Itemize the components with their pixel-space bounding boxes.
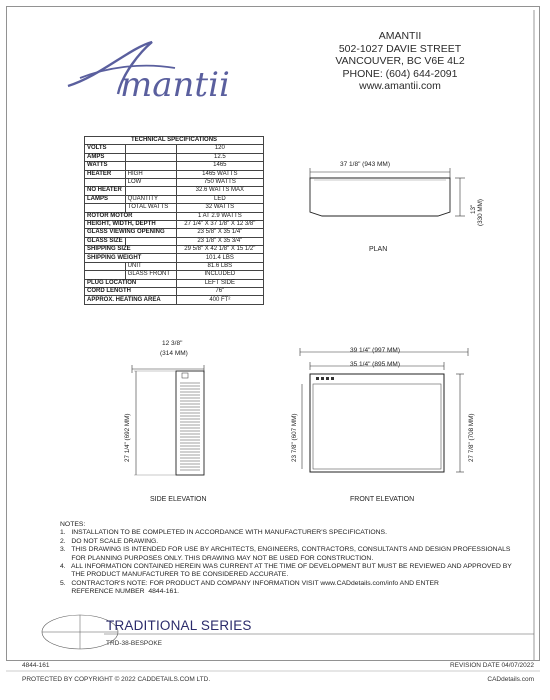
spec-row <box>85 195 264 203</box>
spec-value: 76" <box>176 288 263 296</box>
spec-value: 1465 WATTS <box>176 170 263 178</box>
plan-depth-label: 13" <box>470 204 477 214</box>
front-elevation-caption: FRONT ELEVATION <box>350 496 415 503</box>
spec-row <box>85 237 264 245</box>
spec-value: 27 1/4" X 37 1/8" X 12 3/8" <box>176 220 263 228</box>
spec-sublabel: TOTAL WATTS <box>125 204 176 212</box>
spec-value: 23 5/8" X 35 1/4" <box>176 229 263 237</box>
spec-row <box>85 229 264 237</box>
plan-width-label: 37 1/8" (943 MM) <box>340 161 390 168</box>
spec-value: 29 5/8" X 42 1/8" X 15 1/2" <box>176 246 263 254</box>
note-line: REFERENCE NUMBER 4844-161. <box>60 588 179 596</box>
spec-row <box>85 153 264 161</box>
spec-sublabel <box>125 162 176 170</box>
svg-text:mantii: mantii <box>120 65 230 105</box>
revision-date: REVISION DATE 04/07/2022 <box>449 662 534 669</box>
side-elevation-caption: SIDE ELEVATION <box>150 496 207 503</box>
footer-rule <box>6 670 540 672</box>
front-glass-height-label: 23 7/8" (607 MM) <box>291 413 298 462</box>
spec-row <box>85 288 264 296</box>
company-info <box>300 30 500 93</box>
front-overall-width-label: 39 1/4" (997 MM) <box>350 347 400 354</box>
spec-value: 1 AT 2.9 WATTS <box>176 212 263 220</box>
spec-label <box>85 204 126 212</box>
spec-label: AMPS <box>85 153 126 161</box>
spec-value: 12.5 <box>176 153 263 161</box>
spec-label: HEATER <box>85 170 126 178</box>
plan-depth-mm-label: (330 MM) <box>477 199 484 226</box>
spec-value: 81.6 LBS <box>176 262 263 270</box>
spec-row <box>85 296 264 304</box>
logo-graphic <box>60 38 270 108</box>
spec-label: CORD LENGTH <box>85 288 177 296</box>
note-line: 4. ALL INFORMATION CONTAINED HEREIN WAS CURRENT AT THE TIME OF DEVELOPMENT BUT MUST BE REVIEWED AND APPROVED BY <box>60 563 512 571</box>
company-name: AMANTII <box>378 30 422 42</box>
spec-row <box>85 204 264 212</box>
spec-sublabel: QUANTITY <box>125 195 176 203</box>
front-glass-width-label: 35 1/4" (895 MM) <box>350 361 400 368</box>
plan-caption: PLAN <box>369 246 388 253</box>
spec-label: GLASS VIEWING OPENING <box>85 229 177 237</box>
specs-title: TECHNICAL SPECIFICATIONS <box>85 137 264 145</box>
model-number: TRD-38-BESPOKE <box>106 640 162 647</box>
specs-header-row <box>85 137 264 145</box>
spec-label: APPROX. HEATING AREA <box>85 296 177 304</box>
spec-sublabel <box>125 237 176 245</box>
reference-number: 4844-161 <box>22 662 50 669</box>
spec-label: GLASS SIZE <box>85 237 126 245</box>
side-elevation-view <box>120 355 220 485</box>
caddetails-link[interactable]: CADdetails.com <box>487 676 534 683</box>
spec-sublabel <box>125 145 176 153</box>
spec-row <box>85 212 264 220</box>
company-address-1: 502-1027 DAVIE STREET <box>338 42 462 55</box>
note-line: 3. THIS DRAWING IS INTENDED FOR USE BY ARCHITECTS, ENGINEERS, CONTRACTORS, CONSULTANTS AND DESIGN PROFESSIONALS <box>60 546 511 554</box>
spec-label: LAMPS <box>85 195 126 203</box>
company-website[interactable]: www.amantii.com <box>359 80 441 93</box>
spec-label: ROTOR MOTOR <box>85 212 177 220</box>
series-title: TRADITIONAL SERIES <box>106 618 252 633</box>
side-body <box>176 371 204 475</box>
spec-sublabel: GLASS FRONT <box>125 271 176 279</box>
spec-row <box>85 178 264 186</box>
spec-label: PLUG LOCATION <box>85 279 177 287</box>
spec-value: 120 <box>176 145 263 153</box>
spec-row <box>85 279 264 287</box>
control-buttons <box>316 377 334 380</box>
copyright-notice: PROTECTED BY COPYRIGHT © 2022 CADDETAILS.COM LTD. <box>22 676 211 683</box>
spec-row <box>85 262 264 270</box>
note-line: 5. CONTRACTOR'S NOTE: FOR PRODUCT AND COMPANY INFORMATION VISIT www.CADdetails.com/info AND ENTER <box>60 579 439 587</box>
front-overall-height-label: 27 7/8" (708 MM) <box>468 413 475 462</box>
spec-label: HEIGHT, WIDTH, DEPTH <box>85 220 177 228</box>
spec-value: 1465 <box>176 162 263 170</box>
company-address-2: VANCOUVER, BC V6E 4L2 <box>335 55 465 68</box>
spec-sublabel: UNIT <box>125 262 176 270</box>
spec-value: 32.6 WATTS MAX <box>176 187 263 195</box>
spec-value: INCLUDED <box>176 271 263 279</box>
spec-label: SHIPPING WEIGHT <box>85 254 177 262</box>
spec-label: SHIPPING SIZE <box>85 246 177 254</box>
spec-value: 750 WATTS <box>176 178 263 186</box>
side-depth-label: 12 3/8" <box>162 340 183 347</box>
plan-outline <box>310 178 450 216</box>
note-line: FOR PLANNING PURPOSES ONLY. THIS DRAWING MAY NOT BE USED FOR CONSTRUCTION. <box>60 554 374 562</box>
spec-row <box>85 271 264 279</box>
spec-label <box>85 262 126 270</box>
spec-row <box>85 170 264 178</box>
plan-view <box>300 160 480 250</box>
front-body <box>310 374 444 472</box>
spec-row <box>85 187 264 195</box>
note-line: 1. INSTALLATION TO BE COMPLETED IN ACCORDANCE WITH MANUFACTURER'S SPECIFICATIONS. <box>60 529 387 537</box>
spec-row <box>85 254 264 262</box>
side-depth-mm-label: (314 MM) <box>160 350 188 357</box>
spec-row <box>85 162 264 170</box>
spec-value: 101.4 LBS <box>176 254 263 262</box>
notes-section <box>60 521 512 597</box>
spec-label: VOLTS <box>85 145 126 153</box>
technical-specifications-table <box>84 136 264 305</box>
spec-value: 23 1/8" X 35 3/4" <box>176 237 263 245</box>
spec-sublabel: LOW <box>125 178 176 186</box>
spec-row <box>85 220 264 228</box>
notes-list <box>60 529 512 596</box>
front-glass <box>313 384 441 469</box>
side-height-label: 27 1/4" (692 MM) <box>124 413 131 462</box>
spec-value: 400 FT² <box>176 296 263 304</box>
spec-row <box>85 246 264 254</box>
note-line: THE PRODUCT MANUFACTURER TO BE CONSIDERED ACCURATE. <box>60 571 289 579</box>
spec-row <box>85 145 264 153</box>
spec-label: NO HEATER <box>85 187 126 195</box>
amantii-logo <box>60 38 270 108</box>
spec-value: 32 WATTS <box>176 204 263 212</box>
side-vent-fins <box>180 383 200 470</box>
notes-heading: NOTES: <box>60 521 86 528</box>
spec-label <box>85 178 126 186</box>
company-phone: PHONE: (604) 644-2091 <box>342 67 458 80</box>
spec-sublabel <box>125 153 176 161</box>
spec-label: WATTS <box>85 162 126 170</box>
spec-sublabel <box>125 187 176 195</box>
spec-sublabel: HIGH <box>125 170 176 178</box>
note-line: 2. DO NOT SCALE DRAWING. <box>60 537 159 545</box>
spec-label <box>85 271 126 279</box>
spec-value: LED <box>176 195 263 203</box>
spec-value: LEFT SIDE <box>176 279 263 287</box>
